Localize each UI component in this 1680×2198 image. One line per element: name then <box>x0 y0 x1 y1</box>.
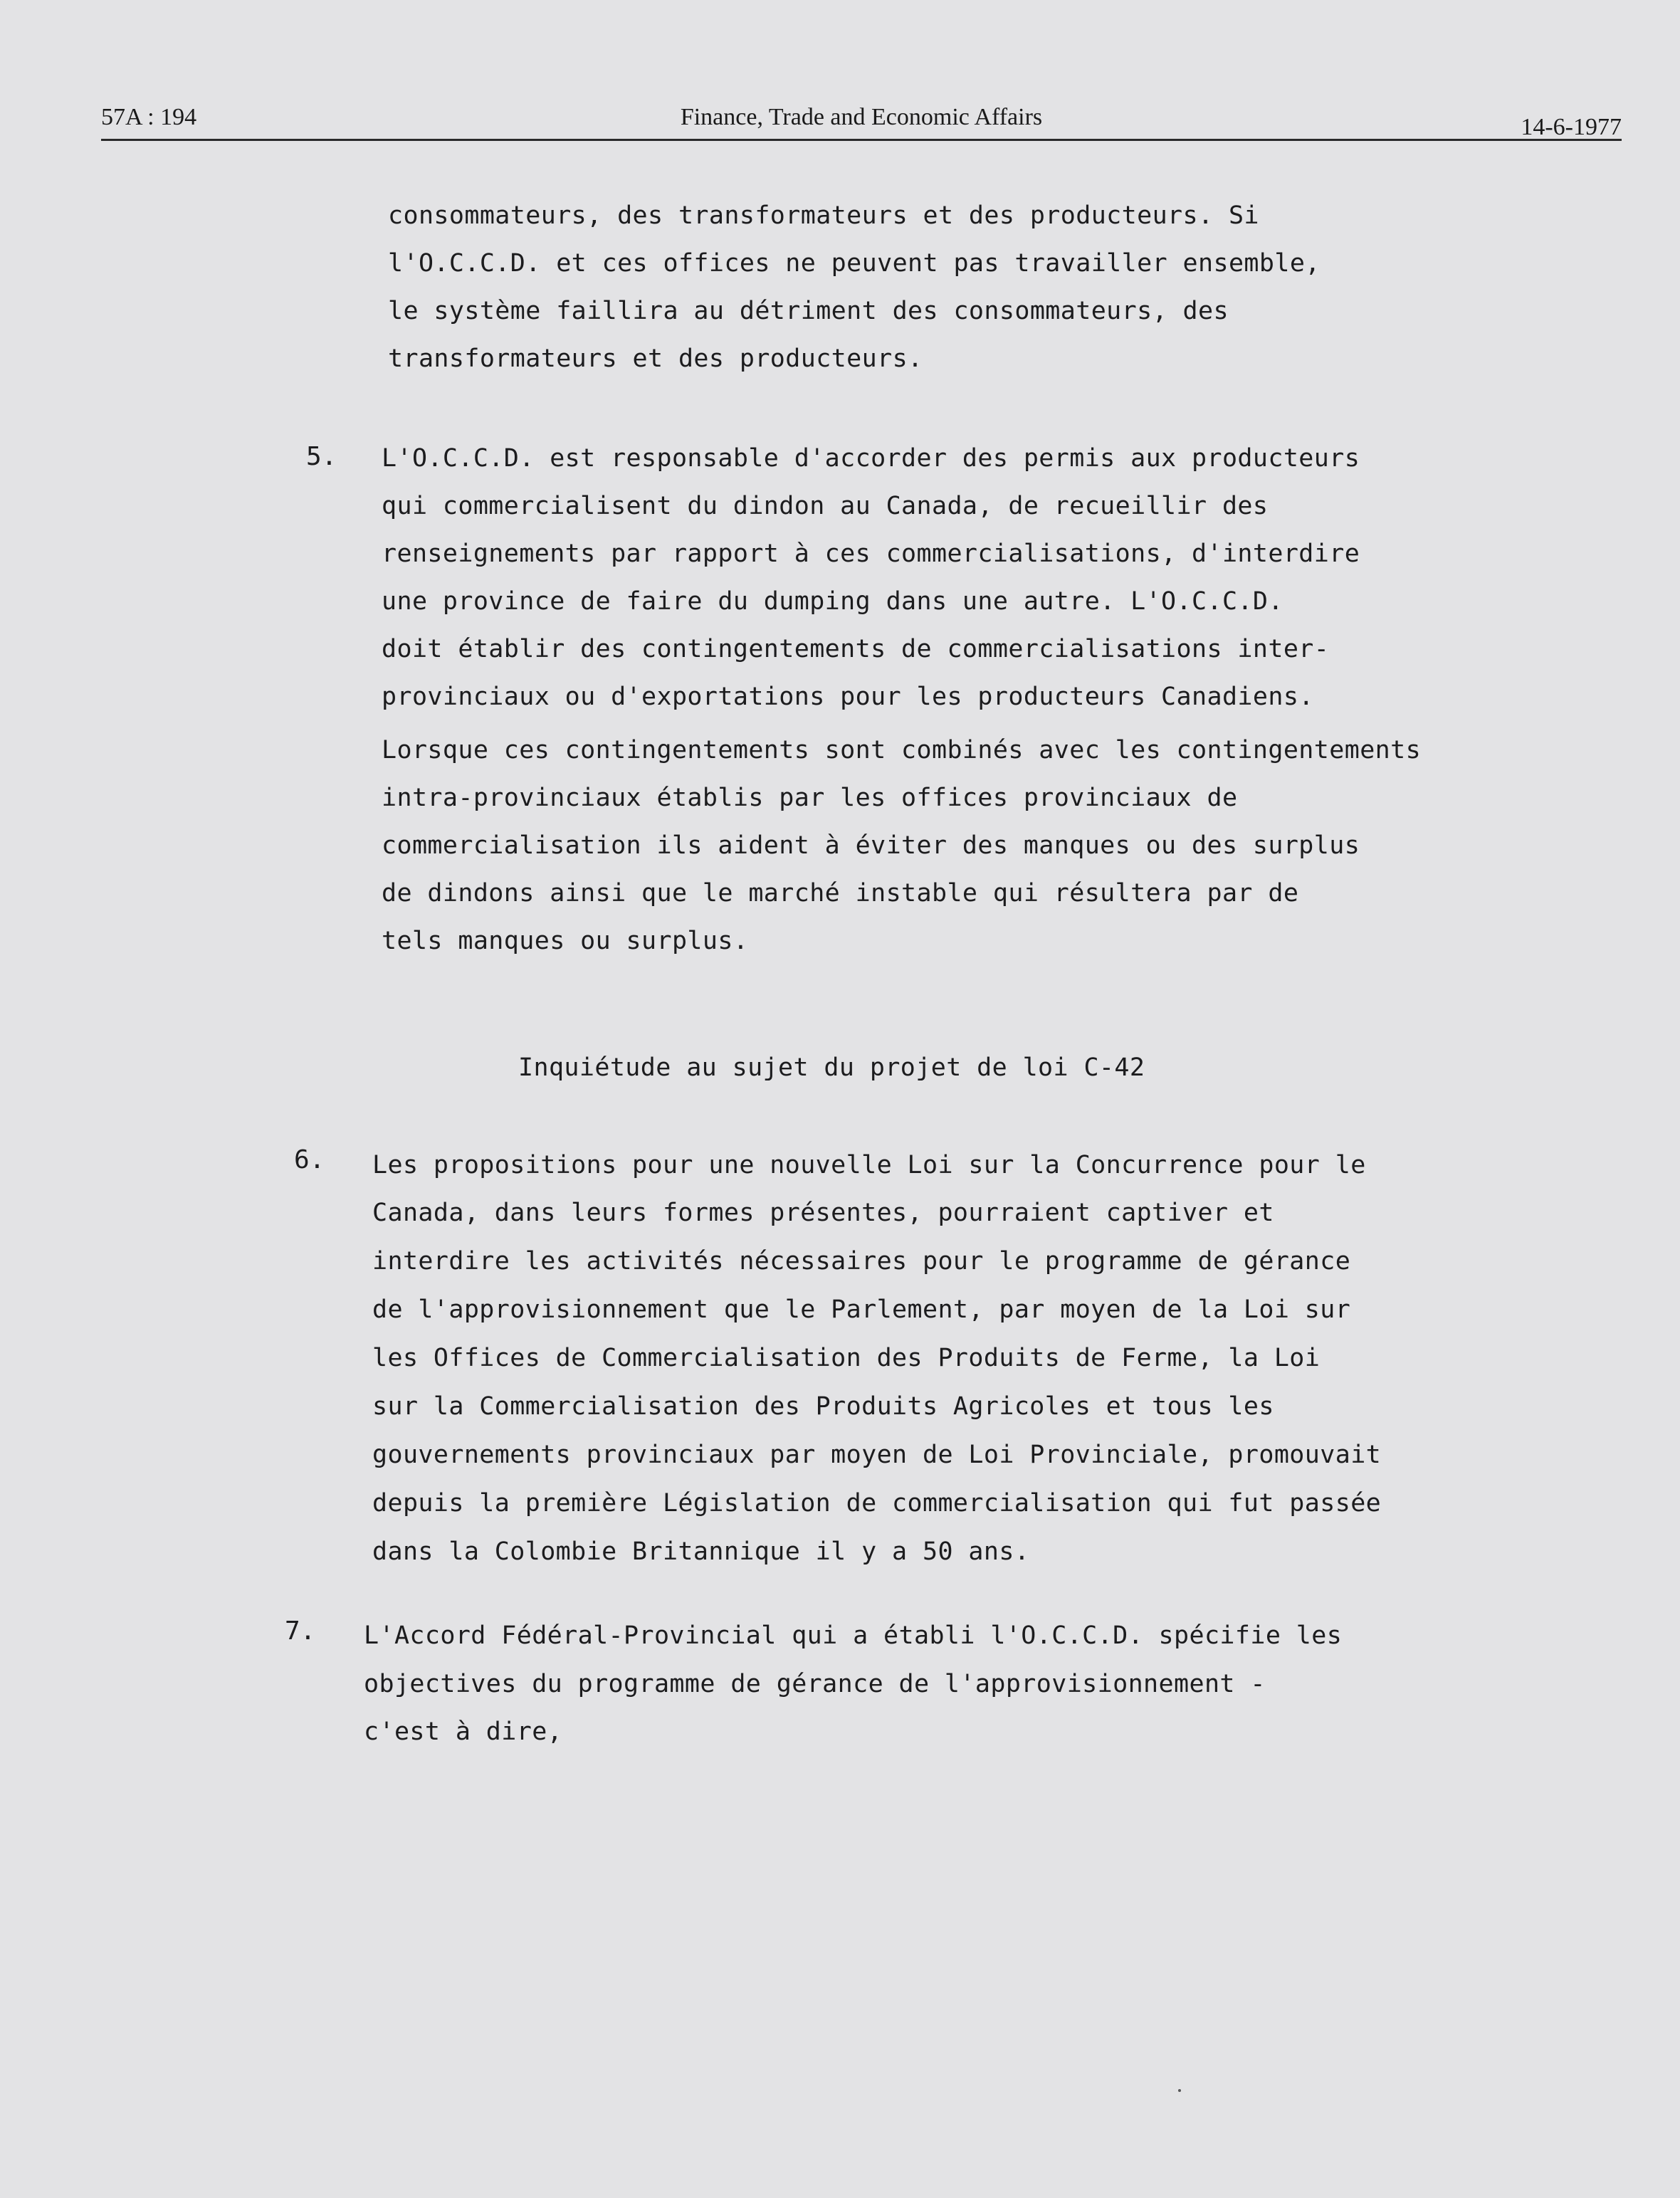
text-line: Lorsque ces contingentements sont combinés avec les contingentements <box>382 736 1422 764</box>
text-line: transformateurs et des producteurs. <box>388 345 923 373</box>
text-line: une province de faire du dumping dans une autre. L'O.C.C.D. <box>382 587 1283 616</box>
text-line: L'Accord Fédéral-Provincial qui a établi l'O.C.C.D. spécifie les <box>364 1621 1343 1650</box>
text-line: le système faillira au détriment des consommateurs, des <box>388 297 1229 325</box>
text-line: de l'approvisionnement que le Parlement, par moyen de la Loi sur <box>372 1295 1351 1324</box>
text-line: commercialisation ils aident à éviter des manques ou des surplus <box>382 831 1360 860</box>
text-line: consommateurs, des transformateurs et des producteurs. Si <box>388 201 1259 230</box>
text-line: gouvernements provinciaux par moyen de Loi Provinciale, promouvait <box>372 1441 1382 1469</box>
text-line: les Offices de Commercialisation des Produits de Ferme, la Loi <box>372 1344 1321 1372</box>
header-rule <box>101 139 1622 141</box>
section-heading: Inquiétude au sujet du projet de loi C-42 <box>518 1053 1145 1082</box>
page-reference: 57A : 194 <box>101 104 197 130</box>
text-line: provinciaux ou d'exportations pour les producteurs Canadiens. <box>382 683 1314 711</box>
text-line: objectives du programme de gérance de l'approvisionnement - <box>364 1670 1266 1698</box>
page-header <box>101 104 1622 144</box>
paper-speck <box>1178 2089 1181 2092</box>
text-line: c'est à dire, <box>364 1718 563 1746</box>
text-line: intra-provinciaux établis par les offices provinciaux de <box>382 784 1238 812</box>
text-line: renseignements par rapport à ces commercialisations, d'interdire <box>382 540 1360 568</box>
text-line: sur la Commercialisation des Produits Agricoles et tous les <box>372 1392 1274 1421</box>
paragraph-number: 7. <box>285 1616 316 1646</box>
text-line: Les propositions pour une nouvelle Loi sur la Concurrence pour le <box>372 1151 1366 1179</box>
text-line: dans la Colombie Britannique il y a 50 ans. <box>372 1537 1030 1566</box>
text-line: depuis la première Législation de commercialisation qui fut passée <box>372 1489 1382 1518</box>
paragraph-number: 6. <box>294 1145 325 1174</box>
text-line: interdire les activités nécessaires pour le programme de gérance <box>372 1247 1351 1276</box>
text-line: de dindons ainsi que le marché instable qui résultera par de <box>382 879 1299 908</box>
text-line: qui commercialisent du dindon au Canada, de recueillir des <box>382 492 1269 520</box>
running-title: Finance, Trade and Economic Affairs <box>680 104 1043 130</box>
text-line: L'O.C.C.D. est responsable d'accorder des permis aux producteurs <box>382 444 1360 473</box>
header-date: 14-6-1977 <box>1521 114 1622 140</box>
text-line: tels manques ou surplus. <box>382 927 749 955</box>
text-line: l'O.C.C.D. et ces offices ne peuvent pas travailler ensemble, <box>388 249 1321 278</box>
text-line: doit établir des contingentements de commercialisations inter- <box>382 635 1330 663</box>
text-line: Canada, dans leurs formes présentes, pourraient captiver et <box>372 1199 1274 1227</box>
paragraph-number: 5. <box>306 442 337 471</box>
